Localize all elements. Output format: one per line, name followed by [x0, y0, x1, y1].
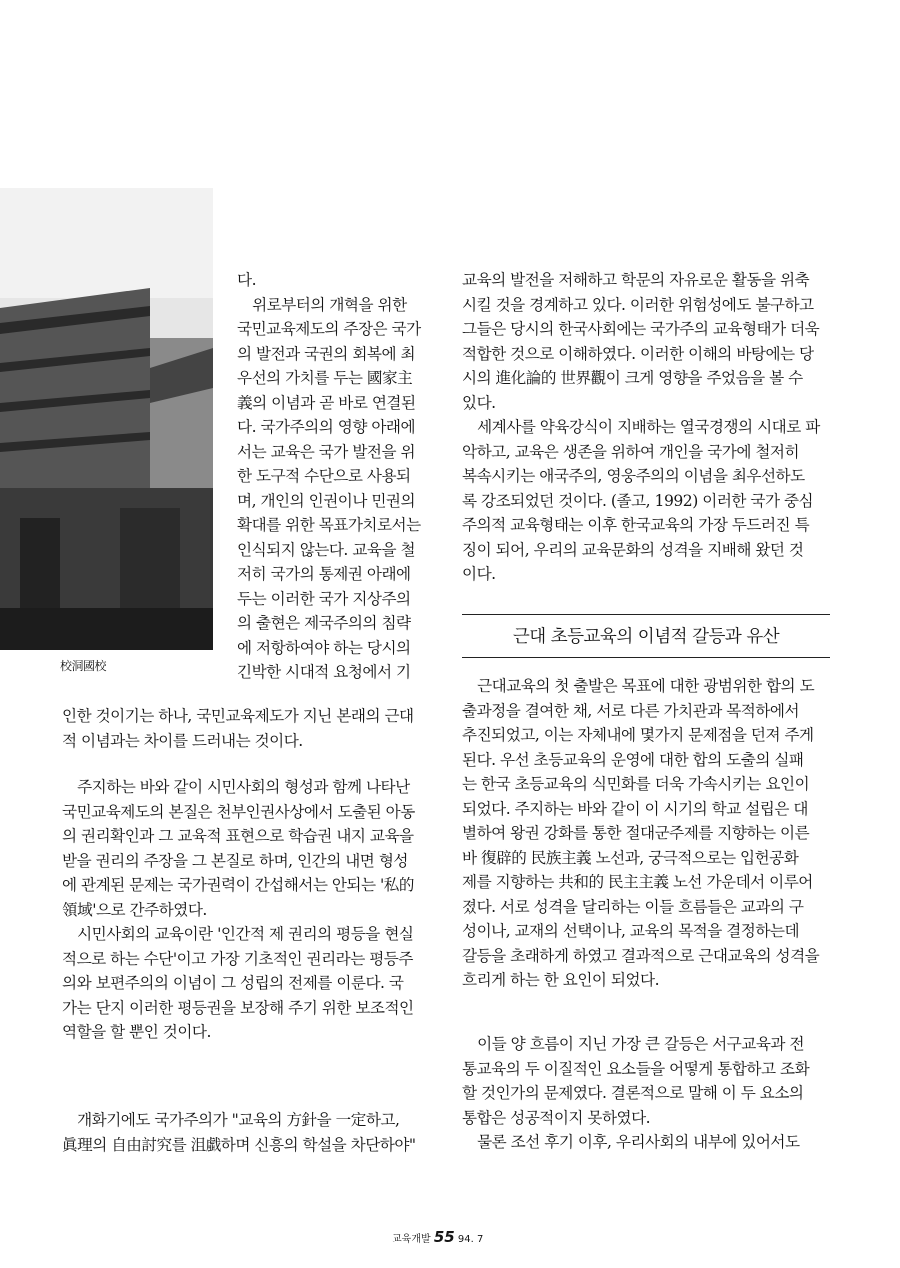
- text-line: 갈등을 초래하게 하였고 결과적으로 근대교육의 성격을: [462, 946, 820, 965]
- text-line: 졌다. 서로 성격을 달리하는 이들 흐름들은 교과의 구: [462, 897, 804, 916]
- left-paragraph-enlightenment: [62, 1108, 434, 1157]
- text-line: 별하여 왕권 강화를 통한 절대군주제를 지향하는 이른: [462, 824, 810, 842]
- right-paragraph-nationalism: [462, 268, 834, 587]
- text-line: 인한 것이기는 하나, 국민교육제도가 지닌 본래의 근대: [62, 707, 414, 725]
- text-line: 며, 개인의 인권이나 민권의: [237, 491, 416, 510]
- text-line: 이들 양 흐름이 지닌 가장 큰 갈등은 서구교육과 전: [462, 1035, 805, 1053]
- text-line: 국민교육제도의 주장은 국가: [237, 320, 421, 338]
- section-heading-box: [462, 614, 830, 658]
- text-line: 긴박한 시대적 요청에서 기: [237, 663, 411, 681]
- text-line: 확대를 위한 목표가치로서는: [237, 516, 421, 534]
- text-line: 세계사를 약육강식이 지배하는 열국경쟁의 시대로 파: [462, 418, 820, 436]
- text-line: 국민교육제도의 본질은 천부인권사상에서 도출된 아동: [62, 802, 415, 821]
- text-line: 시의 進化論的 世界觀이 크게 영향을 주었음을 볼 수: [462, 369, 803, 387]
- text-line: 다. 국가주의의 영향 아래에: [237, 418, 416, 436]
- photo-caption: 校洞國校: [60, 659, 107, 673]
- page-number: 55: [433, 1228, 455, 1246]
- text-line: 그들은 당시의 한국사회에는 국가주의 교육형태가 더욱: [462, 320, 820, 338]
- text-line: 眞理의 自由討究를 沮戱하며 신흥의 학설을 차단하야": [62, 1135, 416, 1154]
- text-line: 적합한 것으로 이해하였다. 이러한 이해의 바탕에는 당: [462, 344, 814, 363]
- magazine-name: 교육개발: [392, 1234, 431, 1245]
- section-heading: 근대 초등교육의 이념적 갈등과 유산: [512, 627, 780, 647]
- text-line: 록 강조되었던 것이다. (졸고, 1992) 이러한 국가 중심: [462, 491, 814, 510]
- text-line: 의 권리확인과 그 교육적 표현으로 학습권 내지 교육을: [62, 827, 414, 845]
- text-line: 되었다. 주지하는 바와 같이 이 시기의 학교 설립은 대: [462, 799, 808, 818]
- text-line: 이다.: [462, 565, 496, 583]
- text-line: 에 저항하여야 하는 당시의: [237, 638, 411, 657]
- text-line: 의 출현은 제국주의의 침략: [237, 614, 411, 632]
- text-line: 교육의 발전을 저해하고 학문의 자유로운 활동을 위축: [462, 271, 810, 289]
- text-line: 주의적 교육형태는 이후 한국교육의 가장 두드러진 특: [462, 516, 810, 534]
- text-line: 서는 교육은 국가 발전을 위: [237, 442, 416, 461]
- text-line: 징이 되어, 우리의 교육문화의 성격을 지배해 왔던 것: [462, 540, 804, 559]
- right-paragraph-integration: [462, 1032, 834, 1155]
- text-line: 위로부터의 개혁을 위한: [237, 295, 407, 314]
- text-line: 적 이념과는 차이를 드러내는 것이다.: [62, 731, 303, 750]
- text-line: 통교육의 두 이질적인 요소들을 어떻게 통합하고 조화: [462, 1059, 810, 1078]
- text-line: 한 도구적 수단으로 사용되: [237, 467, 411, 485]
- text-line: 악하고, 교육은 생존을 위하여 개인을 국가에 철저히: [462, 442, 800, 461]
- text-line: 의와 보편주의의 이념이 그 성립의 전제를 이룬다. 국: [62, 974, 404, 992]
- text-line: 주지하는 바와 같이 시민사회의 형성과 함께 나타난: [62, 778, 410, 796]
- text-line: 의 발전과 국권의 회복에 최: [237, 344, 416, 363]
- text-line: 물론 조선 후기 이후, 우리사회의 내부에 있어서도: [462, 1133, 800, 1151]
- text-line: 가는 단지 이러한 평등권을 보장해 주기 위한 보조적인: [62, 998, 414, 1017]
- left-paragraph-civil-society: [62, 775, 434, 1045]
- text-line: 는 한국 초등교육의 식민화를 더욱 가속시키는 요인이: [462, 775, 810, 793]
- text-line: 저히 국가의 통제권 아래에: [237, 565, 411, 583]
- text-line: 통합은 성공적이지 못하였다.: [462, 1108, 651, 1127]
- text-line: 개화기에도 국가주의가 "교육의 方針을 一定하고,: [62, 1111, 400, 1129]
- issue-date: 94. 7: [457, 1234, 484, 1245]
- text-line: 인식되지 않는다. 교육을 철: [237, 540, 416, 559]
- narrow-column-text: [237, 268, 428, 685]
- text-line: 義의 이념과 곧 바로 연결된: [237, 393, 416, 412]
- right-paragraph-conflict: [462, 674, 834, 993]
- text-line: 에 관계된 문제는 국가권력이 간섭해서는 안되는 '私的: [62, 876, 414, 894]
- text-line: 우선의 가치를 두는 國家主: [237, 369, 413, 387]
- text-line: 다.: [237, 271, 257, 289]
- text-line: 성이나, 교재의 선택이나, 교육의 목적을 결정하는데: [462, 922, 800, 940]
- text-line: 역할을 할 뿐인 것이다.: [62, 1023, 211, 1041]
- text-line: 된다. 우선 초등교육의 운영에 대한 합의 도출의 실패: [462, 750, 804, 769]
- text-line: 제를 지향하는 共和的 民主主義 노선 가운데서 이루어: [462, 873, 813, 891]
- text-line: 領域'으로 간주하였다.: [62, 900, 207, 919]
- text-line: 두는 이러한 국가 지상주의: [237, 589, 411, 608]
- text-line: 시킬 것을 경계하고 있다. 이러한 위험성에도 불구하고: [462, 295, 814, 314]
- left-paragraph-continuation: [62, 704, 434, 753]
- text-line: 받을 권리의 주장을 그 본질로 하며, 인간의 내면 형성: [62, 851, 408, 870]
- text-line: 바 復辟的 民族主義 노선과, 궁극적으로는 입헌공화: [462, 848, 799, 867]
- text-line: 적으로 하는 수단'이고 가장 기초적인 권리라는 평등주: [62, 949, 413, 968]
- text-line: 출과정을 결여한 채, 서로 다른 가치관과 목적하에서: [462, 701, 800, 720]
- text-line: 근대교육의 첫 출발은 목표에 대한 광범위한 합의 도: [462, 677, 815, 695]
- school-building-photo: [0, 188, 213, 650]
- text-line: 추진되었고, 이는 자체내에 몇가지 문제점을 던져 주게: [462, 726, 814, 744]
- text-line: 시민사회의 교육이란 '인간적 제 권리의 평등을 현실: [62, 925, 414, 943]
- text-line: 흐리게 하는 한 요인이 되었다.: [462, 971, 660, 989]
- text-line: 있다.: [462, 393, 496, 412]
- text-line: 복속시키는 애국주의, 영웅주의의 이념을 최우선하도: [462, 467, 805, 485]
- page-footer: [392, 1228, 483, 1246]
- text-line: 할 것인가의 문제였다. 결론적으로 말해 이 두 요소의: [462, 1084, 804, 1102]
